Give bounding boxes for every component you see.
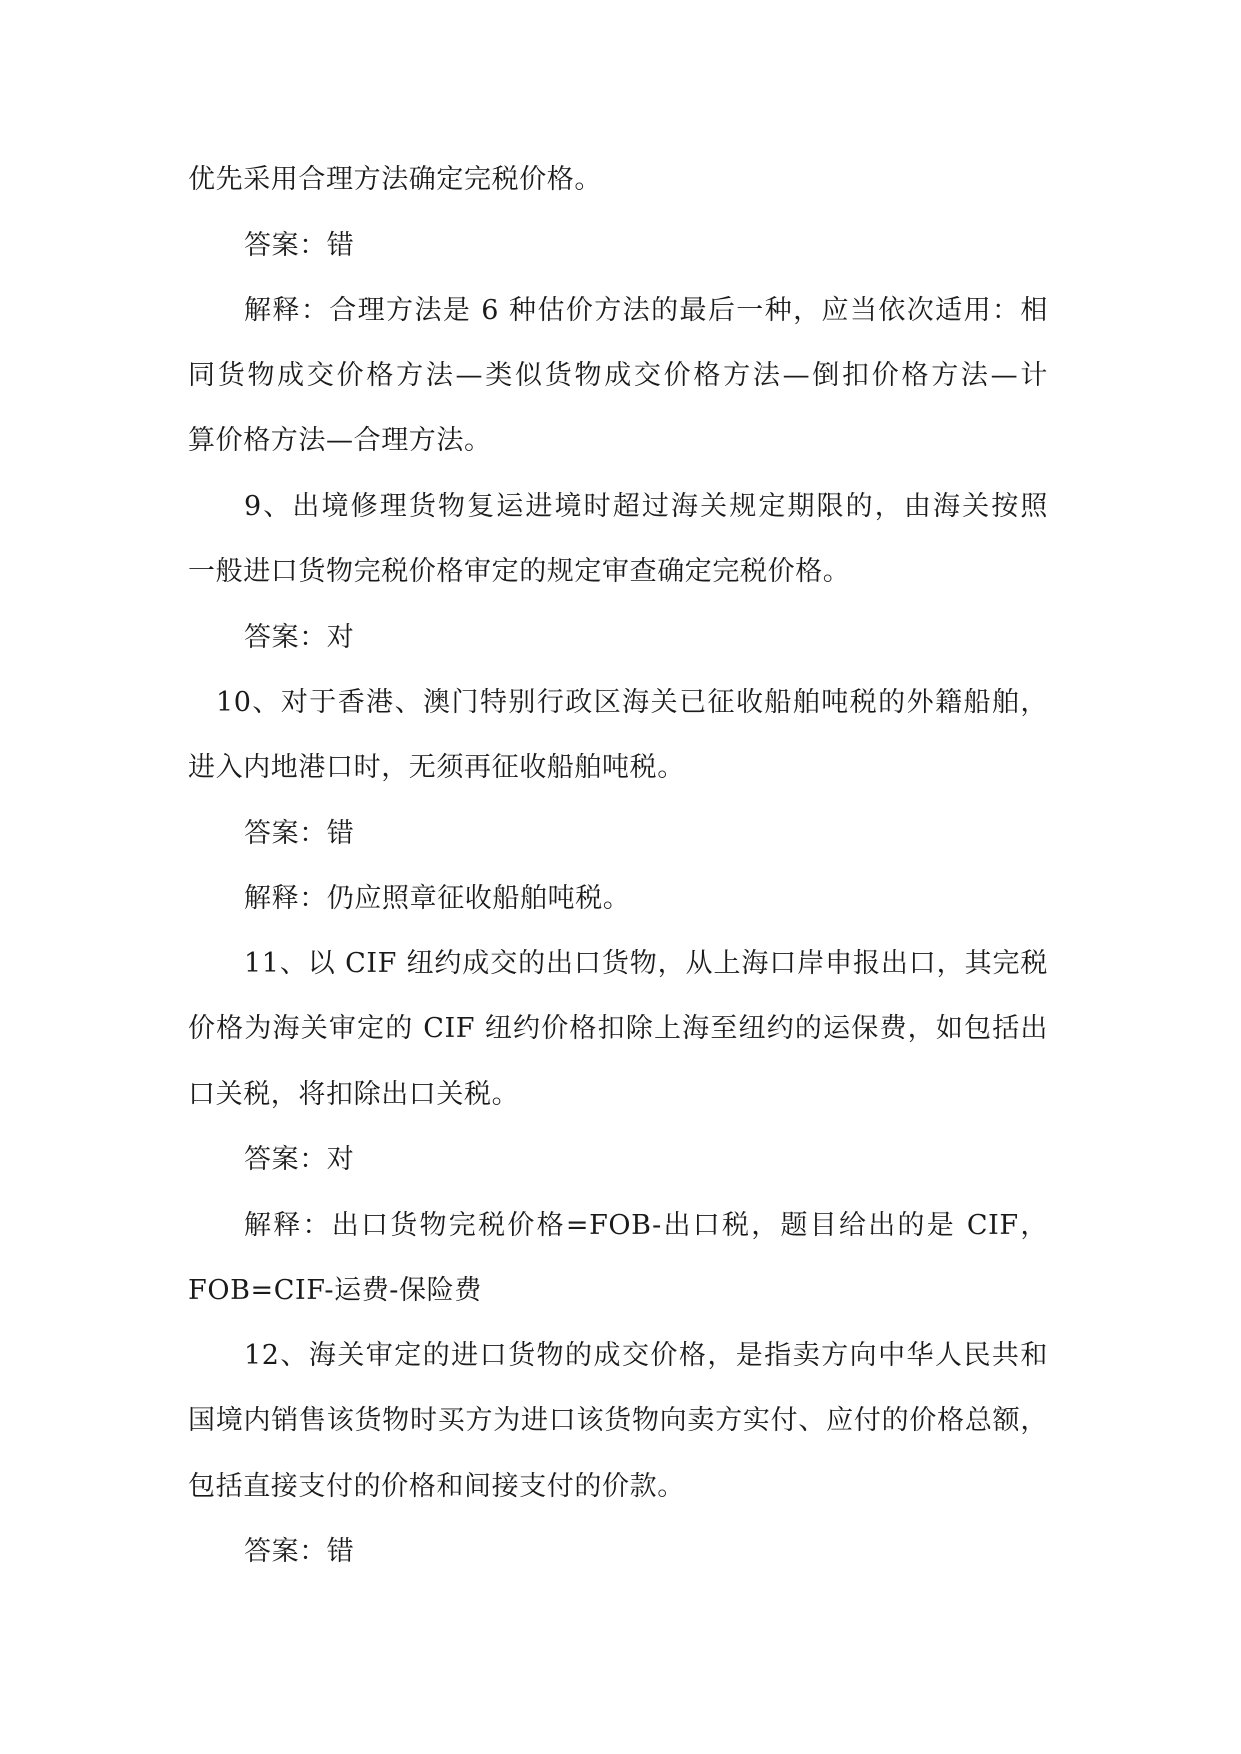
question-line: 11、以 CIF 纽约成交的出口货物，从上海口岸申报出口，其完税 (244, 948, 1048, 979)
question-line: 9、出境修理货物复运进境时超过海关规定期限的，由海关按照 (244, 491, 1048, 522)
text-line: 价格为海关审定的 CIF 纽约价格扣除上海至纽约的运保费，如包括出 (188, 1013, 1048, 1044)
text-line: 国境内销售该货物时买方为进口该货物向卖方实付、应付的价格总额， (188, 1405, 1048, 1436)
text-line: 同货物成交价格方法—类似货物成交价格方法—倒扣价格方法—计 (188, 360, 1048, 391)
answer-line: 答案：错 (244, 230, 355, 261)
answer-line: 答案：错 (244, 818, 355, 849)
explanation-line: 解释：出口货物完税价格=FOB-出口税，题目给出的是 CIF， (244, 1210, 1048, 1241)
text-line: 进入内地港口时，无须再征收船舶吨税。 (188, 752, 685, 783)
explanation-line: 解释：合理方法是 6 种估价方法的最后一种，应当依次适用：相 (244, 295, 1048, 326)
explanation-line: 解释：仍应照章征收船舶吨税。 (244, 883, 631, 914)
answer-line: 答案：错 (244, 1536, 355, 1567)
text-line: 口关税，将扣除出口关税。 (188, 1079, 520, 1110)
question-line: 10、对于香港、澳门特别行政区海关已征收船舶吨税的外籍船舶， (216, 687, 1048, 718)
text-line: 一般进口货物完税价格审定的规定审查确定完税价格。 (188, 556, 851, 587)
answer-line: 答案：对 (244, 1144, 355, 1175)
text-line: 优先采用合理方法确定完税价格。 (188, 164, 602, 195)
text-line: 算价格方法—合理方法。 (188, 425, 492, 456)
answer-line: 答案：对 (244, 622, 355, 653)
text-line: FOB=CIF-运费-保险费 (188, 1275, 482, 1306)
question-line: 12、海关审定的进口货物的成交价格，是指卖方向中华人民共和 (244, 1340, 1048, 1371)
text-line: 包括直接支付的价格和间接支付的价款。 (188, 1471, 685, 1502)
